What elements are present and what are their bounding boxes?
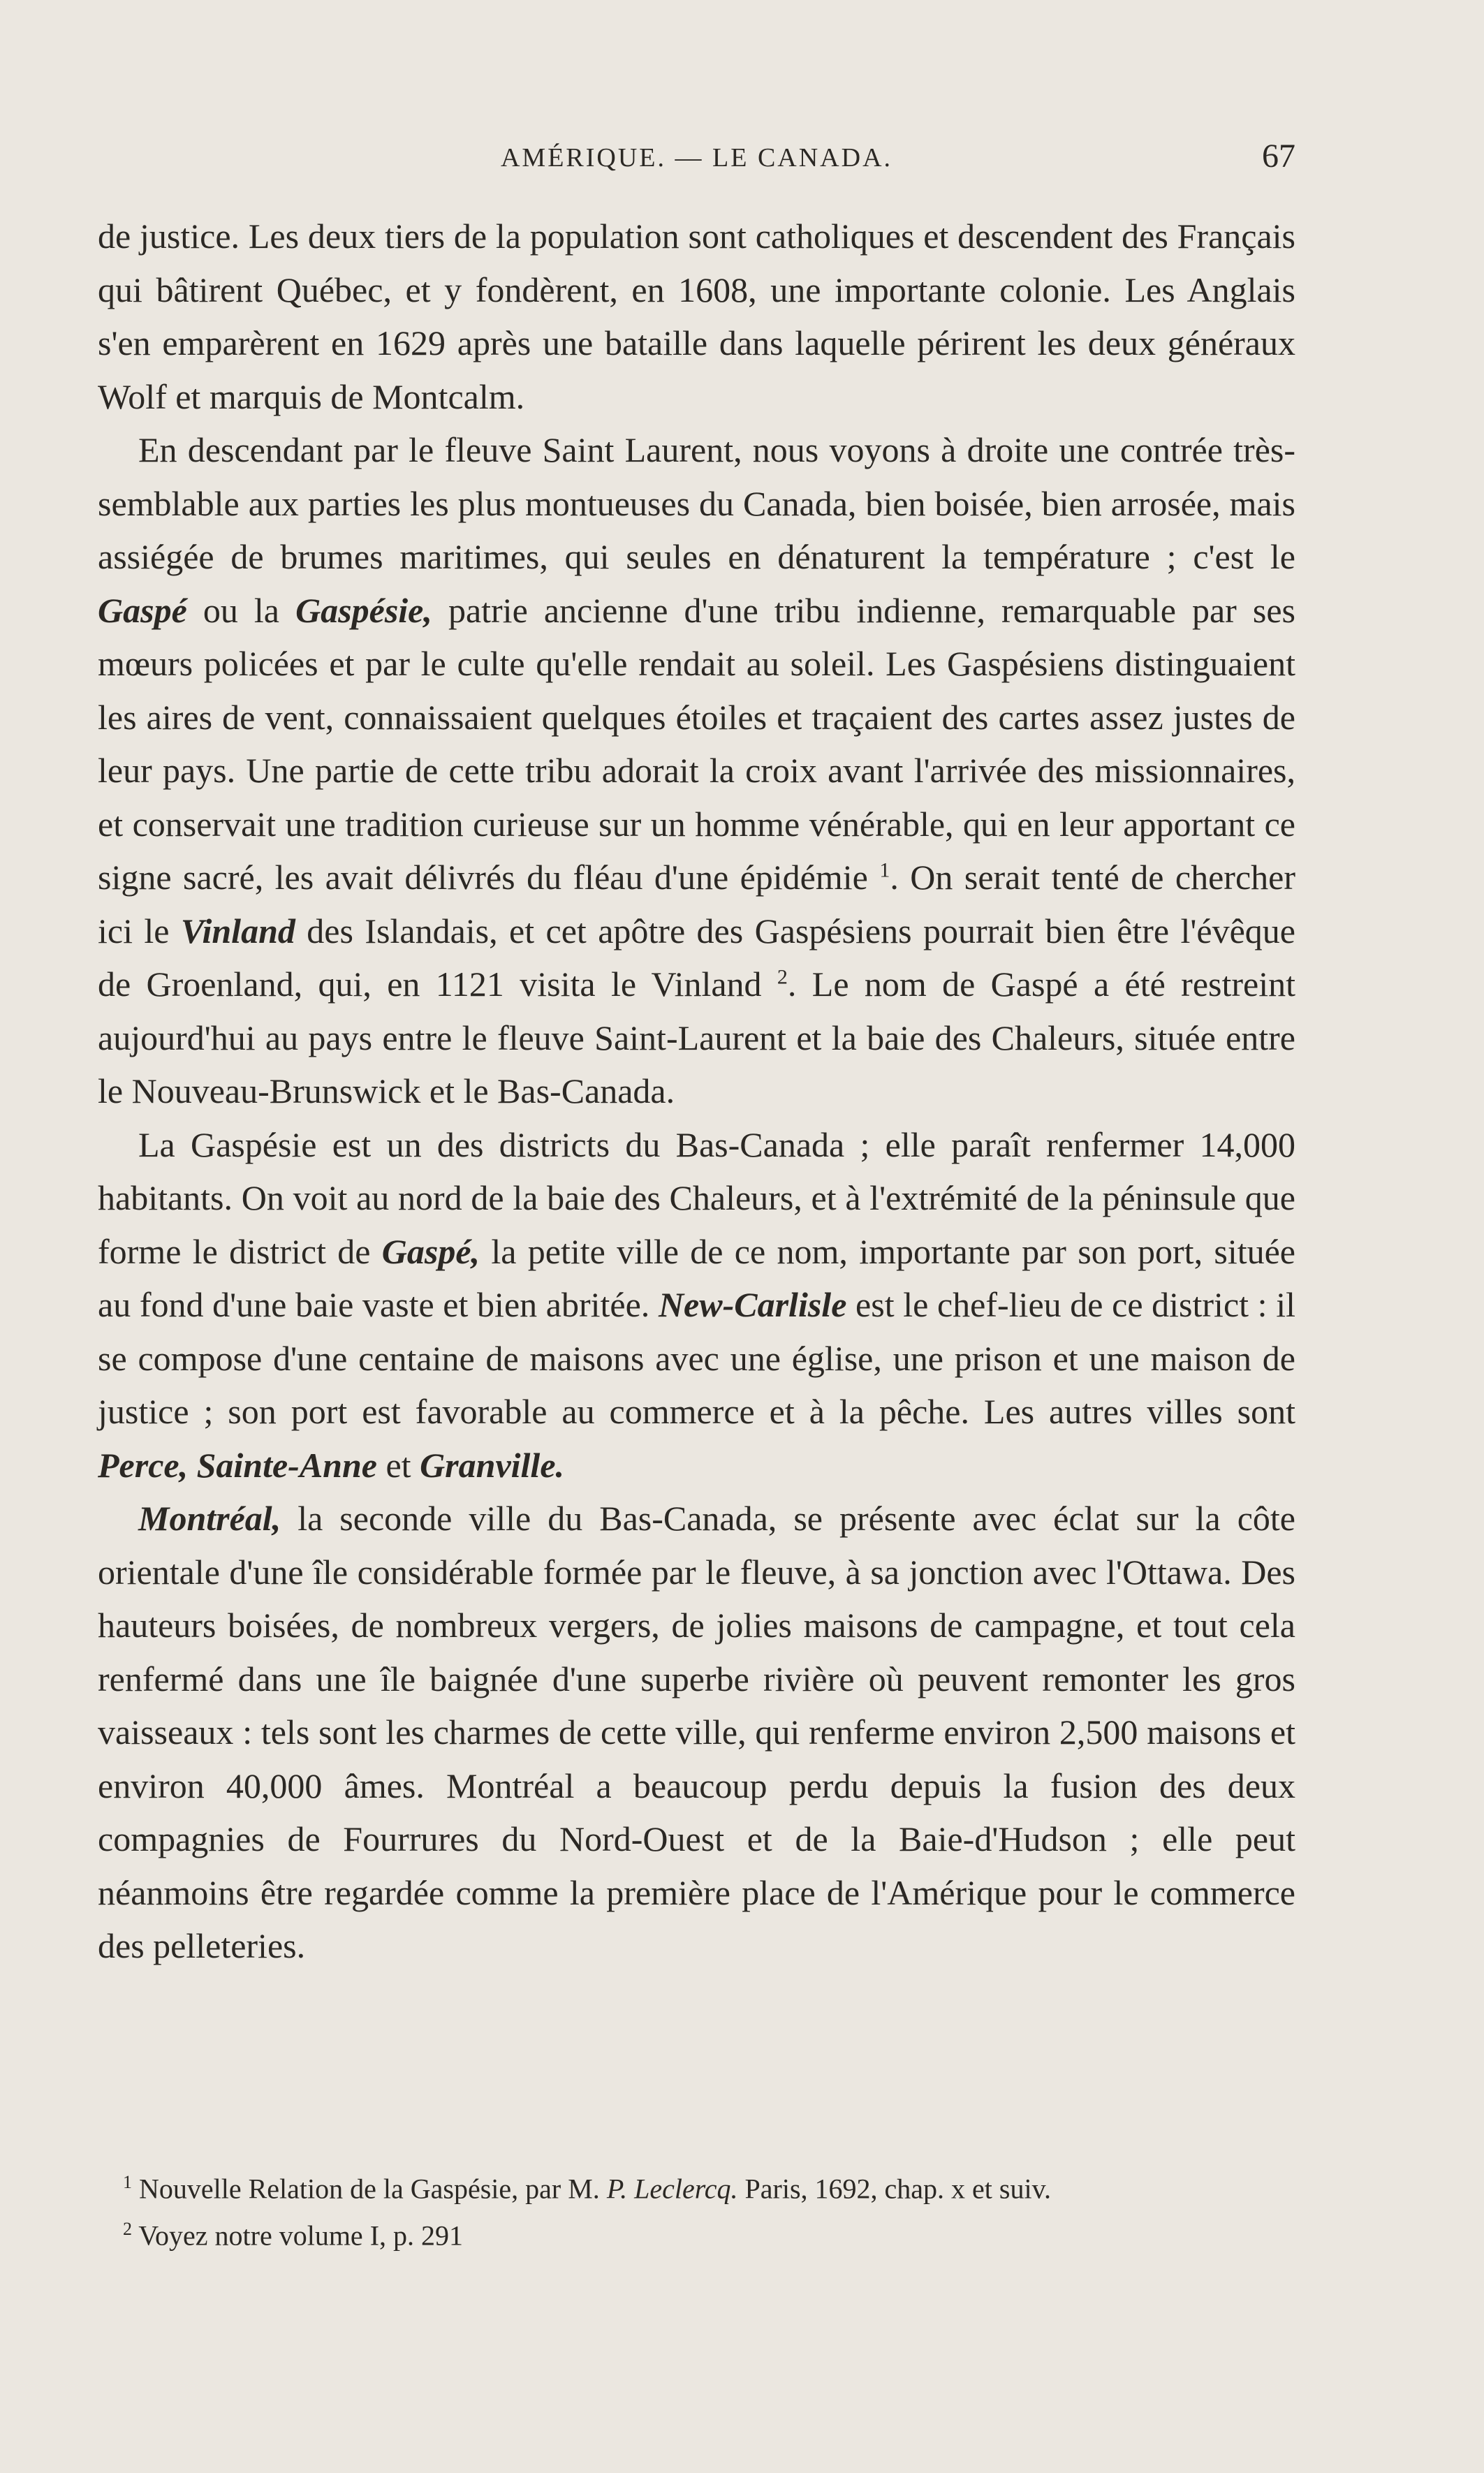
footnote-ref-2: 2 [777,965,788,989]
text-run: ou la [186,590,296,630]
text-run: . Le nom de Gaspé a été restreint aujourd'hui au pays entre le fleuve Saint-Laurent et la baie des Chaleurs, située entre le Nouveau-Brunswick et le Bas-Canada. [98,964,1295,1110]
place-name-vinland: Vinland [180,911,295,951]
place-name-gaspe-district: Gaspé, [381,1231,480,1271]
page-number: 67 [1262,138,1295,175]
text-run: et [376,1445,420,1485]
place-name-perce-sainte-anne: Perce, Sainte-Anne [98,1445,377,1485]
footnote-author: P. Leclercq. [606,2173,738,2205]
paragraph-2 [98,423,1295,1118]
text-run: est le chef-lieu de ce district : il se compose d'une centaine de maisons avec une église, une prison et une maison de justice ; son port est favorable au commerce et à la pêche. Les autres villes sont [98,1285,1296,1431]
footnote-ref-1: 1 [879,858,890,882]
place-name-gaspe: Gaspé [98,590,187,630]
text-run: En descendant par le fleuve Saint Laurent, nous voyons à droite une contrée très-semblable aux parties les plus montueuses du Canada, bien boisée, bien arrosée, mais assiégée de brumes maritimes, qui seules en dénaturent la température ; c'est le [98,430,1295,576]
text-run: . On serait tenté de chercher ici le [98,858,1295,951]
place-name-new-carlisle: New-Carlisle [658,1285,847,1324]
paragraph-3 [98,1118,1295,1492]
text-run: la petite ville de ce nom, importante par son port, située au fond d'une baie vaste et bien abritée. [98,1231,1295,1324]
page-header [98,137,1295,186]
body-text [98,210,1295,1973]
text-run: des Islandais, et cet apôtre des Gaspésiens pourrait bien être l'évêque de Groenland, qui, en 1121 visita le Vinland [98,911,1295,1004]
text-run: la seconde ville du Bas-Canada, se présente avec éclat sur la côte orientale d'une île considérable formée par le fleuve, à sa jonction avec l'Ottawa. Des hauteurs boisées, de nombreux vergers, de jolies maisons de campagne, et tout cela renfermé dans une île baignée d'une superbe rivière où peuvent remonter les gros vaisseaux : tels sont les charmes de cette ville, qui renferme environ 2,500 maisons et environ 40,000 âmes. Montréal a beaucoup perdu depuis la fusion des deux compagnies de Fourrures du Nord-Ouest et de la Baie-d'Hudson ; elle peut néanmoins être regardée comme la première place de l'Amérique pour le commerce des pelleteries. [98,1499,1295,1965]
footnote-1 [123,2162,1296,2209]
text-run: de justice. Les deux tiers de la population sont catholiques et descendent des Français qui bâtirent Québec, et y fondèrent, en 1608, une importante colonie. Les Anglais s'en emparèrent en 1629 après une bataille dans laquelle périrent les deux généraux Wolf et marquis de Montcalm. [98,217,1295,416]
paragraph-4 [98,1492,1295,1973]
paragraph-1 [98,210,1295,423]
footnote-text: Voyez notre volume I, p. 291 [138,2219,464,2252]
footnote-marker: 2 [123,2219,132,2240]
place-name-granville: Granville. [420,1445,565,1485]
text-run: patrie ancienne d'une tribu indienne, remarquable par ses mœurs policées et par le culte qu'elle rendait au soleil. Les Gaspésiens distinguaient les aires de vent, connaissaient quelques étoiles et traçaient des cartes assez justes de leur pays. Une partie de cette tribu adorait la croix avant l'arrivée des missionnaires, et conservait une tradition curieuse sur un homme vénérable, qui en leur apportant ce signe sacré, les avait délivrés du fléau d'une épidémie [98,590,1295,897]
text-run: La Gaspésie est un des districts du Bas-Canada ; elle paraît renfermer 14,000 habitants. On voit au nord de la baie des Chaleurs, et à l'extrémité de la péninsule que forme le district de [98,1124,1295,1271]
footnote-text: Nouvelle Relation de la Gaspésie, par M. [139,2173,607,2205]
footnotes [123,2162,1296,2256]
footnote-marker: 1 [123,2172,132,2192]
footnote-2 [123,2209,1296,2256]
running-title: AMÉRIQUE. — LE CANADA. [500,143,893,173]
place-name-gaspesie: Gaspésie, [295,590,432,630]
footnote-text: Paris, 1692, chap. x et suiv. [737,2173,1052,2205]
place-name-montreal: Montréal, [138,1499,281,1538]
